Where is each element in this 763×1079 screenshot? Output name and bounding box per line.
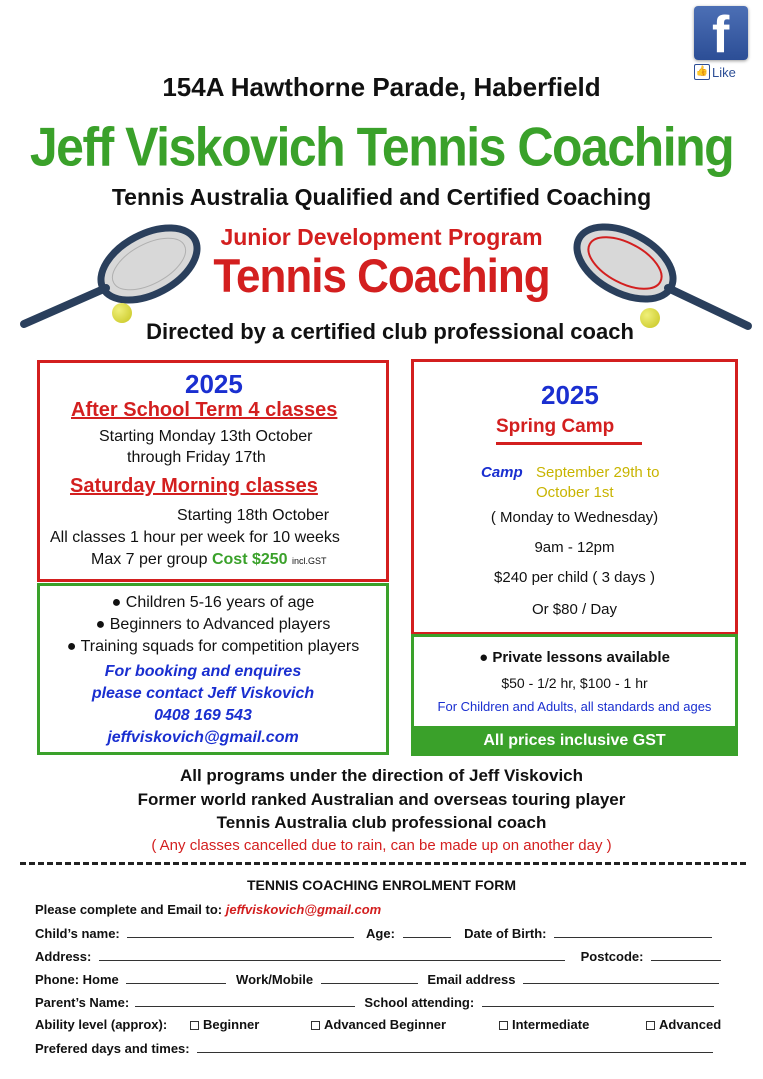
address: 154A Hawthorne Parade, Haberfield [162,72,601,102]
term-heading: After School Term 4 classes [71,399,338,421]
form-instructions: Please complete and Email to: jeffviskovich@gmail.com [35,902,382,917]
bullet-ages: ● Children 5-16 years of age [111,594,315,611]
address-field[interactable] [99,948,565,961]
saturday-heading: Saturday Morning classes [70,475,318,497]
camp-dates-1: September 29th to [536,464,660,481]
camp-daily: Or $80 / Day [531,601,618,618]
school-field[interactable] [482,994,714,1007]
subtitle: Tennis Australia Qualified and Certified Coaching [111,184,652,210]
cost: Cost $250 [211,551,288,568]
checkbox-icon [499,1021,508,1030]
footer-line-3: Tennis Australia club professional coach [216,813,547,832]
form-row-parent: Parent’s Name: School attending: [35,994,725,1010]
private-heading: ● Private lessons available [479,649,670,666]
form-row-preferred: Prefered days and times: [35,1040,725,1056]
group-size: Max 7 per group Cost $250 incl.GST [91,551,327,568]
gst-note: incl.GST [292,556,327,566]
contact-line-2: please contact Jeff Viskovich [91,685,315,702]
tennis-racket-left-icon [14,214,204,334]
contact-line-1: For booking and enquires [104,663,302,680]
prices-gst-bar: All prices inclusive GST [411,726,738,756]
camp-box [411,359,738,635]
preferred-times-field[interactable] [197,1040,713,1053]
form-row-phone: Phone: Home Work/Mobile Email address [35,971,725,987]
age-field[interactable] [403,925,451,938]
home-phone-field[interactable] [126,971,226,984]
bullet-squads: ● Training squads for competition players [66,638,360,655]
parent-name-field[interactable] [135,994,355,1007]
camp-heading: Spring Camp [496,416,642,445]
term-classes-box [37,360,389,582]
facebook-icon: f [694,6,748,60]
email-link[interactable]: jeffviskovich@gmail.com [107,729,299,746]
ability-advanced[interactable]: Advanced [646,1017,721,1032]
coaching-heading: Tennis Coaching [213,250,550,303]
form-title: TENNIS COACHING ENROLMENT FORM [246,877,517,893]
cut-line-divider [20,862,746,865]
email-field[interactable] [523,971,719,984]
page-title: Jeff Viskovich Tennis Coaching [29,116,734,178]
rain-note: ( Any classes cancelled due to rain, can be made up on another day ) [151,837,612,854]
like-label: Like [712,64,736,80]
camp-label: Camp [481,464,523,481]
camp-dates-2: October 1st [536,484,614,501]
camp-year: 2025 [541,380,599,410]
checkbox-icon [190,1021,199,1030]
info-box [37,583,389,755]
thumbs-up-icon: 👍 [694,64,710,80]
form-row-child: Child’s name: Age: Date of Birth: [35,925,725,941]
camp-days: ( Monday to Wednesday) [490,509,659,526]
saturday-start: Starting 18th October [177,507,330,524]
child-name-field[interactable] [127,925,354,938]
footer-line-2: Former world ranked Australian and overseas touring player [137,790,626,809]
private-lessons-box [411,634,738,756]
form-row-address: Address: Postcode: [35,948,725,964]
program-heading: Junior Development Program [220,224,543,250]
mobile-field[interactable] [321,971,418,984]
footer-line-1: All programs under the direction of Jeff Viskovich [179,766,584,785]
ability-advanced-beginner[interactable]: Advanced Beginner [311,1017,446,1032]
dob-field[interactable] [554,925,712,938]
checkbox-icon [646,1021,655,1030]
bullet-levels: ● Beginners to Advanced players [95,616,331,633]
private-note: For Children and Adults, all standards and ages [437,699,712,714]
form-email[interactable]: jeffviskovich@gmail.com [225,902,382,917]
checkbox-icon [311,1021,320,1030]
camp-price: $240 per child ( 3 days ) [494,569,655,586]
term-start: Starting Monday 13th October [99,428,313,445]
term-year: 2025 [185,369,243,399]
term-end: through Friday 17th [127,449,266,466]
ability-intermediate[interactable]: Intermediate [499,1017,589,1032]
postcode-field[interactable] [651,948,721,961]
classes-duration: All classes 1 hour per week for 10 weeks [50,529,340,546]
private-rates: $50 - 1/2 hr, $100 - 1 hr [501,675,648,691]
form-row-ability: Ability level (approx): Beginner Advanced Beginner Intermediate Advanced [35,1017,722,1032]
ability-beginner[interactable]: Beginner [190,1017,259,1032]
camp-time: 9am - 12pm [534,539,615,556]
directed-line: Directed by a certified club professional coach [146,319,634,344]
phone-number[interactable]: 0408 169 543 [154,707,252,724]
